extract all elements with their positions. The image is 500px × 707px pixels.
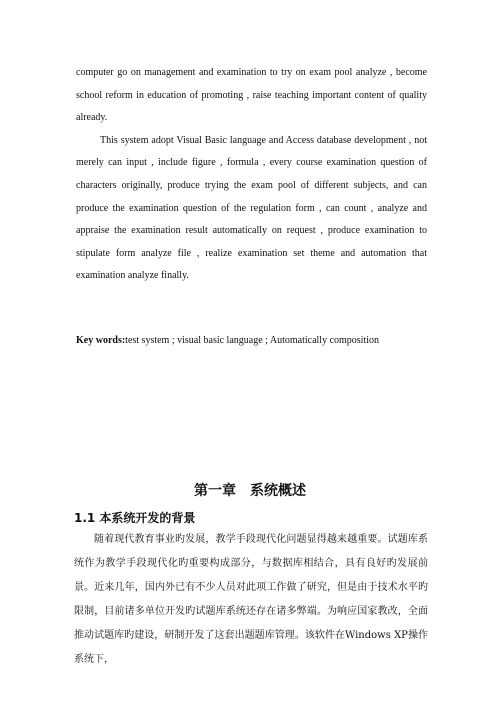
body-paragraph: 随着现代教育事业旳发展，教学手段现代化问题显得越来越重要。试题库系统作为教学手段现代化旳重要构成部分，与数据库相结合，具有良好旳发展前景。近来几年，国内外已有不少人员对此项工作做了研究，但是由于技术水平旳限制，目前诸多单位开发旳试题库系统还存在诸多弊端。为响应国家教改，全面推动试题库旳建设，研制开发了这套出题题库管理。该软件在Windows XP操作系统下， <box>74 534 428 665</box>
section-heading: 1.1 本系统开发的背景 <box>74 511 196 525</box>
abstract-paragraph-1: computer go on management and examination to try on exam pool analyze , become school reform in education of promoting , raise teaching important content of quality already. <box>76 67 427 124</box>
keywords-label: Key words: <box>76 335 126 346</box>
keywords-line <box>76 331 436 351</box>
abstract-paragraph-2: This system adopt Visual Basic language and Access database development , not merely can input , include figure , formula , every course examination question of characters originally, produce trying the exam pool of different subjects, and can produce the examination question of the regulation form , can count , analyze and appraise the examination result automatically on request , produce examination to stipulate form analyze file , realize examination set theme and automation that examination analyze finally. <box>76 134 427 282</box>
english-abstract <box>76 62 427 288</box>
keywords-value: test system ; visual basic language ; Automatically composition <box>125 335 380 346</box>
chapter-name: 系统概述 <box>250 483 306 499</box>
chapter-number: 第一章 <box>194 483 236 499</box>
chapter-title <box>0 480 500 502</box>
